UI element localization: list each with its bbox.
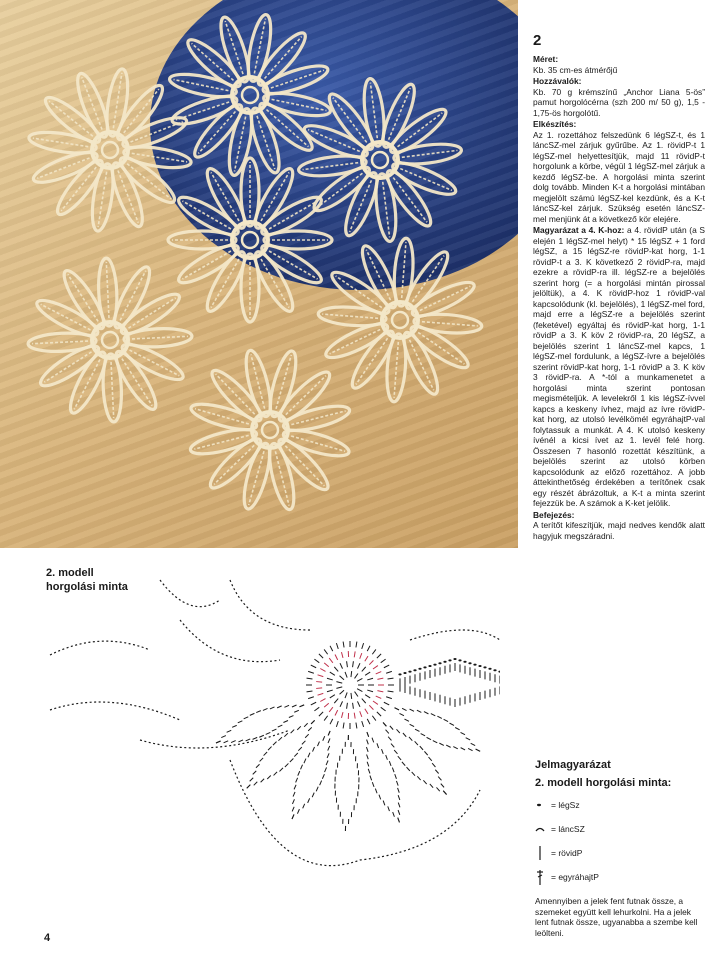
chart-chain-arcs xyxy=(50,580,310,748)
chart-stitch xyxy=(336,721,338,727)
chart-petal xyxy=(383,723,446,795)
explain-text: a 4. rövidP után (a S elején 1 légSZ-mel helyt) * 15 légSZ + 1 ford légSZ, a 15 légSZ-re rövidP-kat horg, 1-1 rövidP-t a 3. K következő 2 rövidP-ra, majd ezekre a rövidP-ra ill. légSZ-re a bejelölés szerint horg (= a horgolási mintán pirossal jelöltük), a 4. K rövidP-hoz 1 rövidP-val kapcsolódunk (kl. bejelölés), 1 légSZ-mel ford, majd erre a légSZ-re a bejelölés szerint (feketével) egyáltaj és rövidP-kat horg, 1-1 rövidP a 3. K köv 2 rövidP-ra, 20 légSZ, a bejelölés szerint 1 láncSZ-mel kapcs, 1 légSZ-mel fordulunk, a légSZ-ívre a bejelölés szerint rövidP-kat horg, 1-1 rövidP a 3. K köv 3 rövidP-ra. A *-tól a munkamenetet a horgolási minta szerint pontosan megismételjük. A levelekről 1 kis légSZ-ívvel kapcs a keskeny ívhez, majd az ívre rövidP-kat horg, az utolsó levélkömél egyráhajtP-val folytassuk a munkát. A 4. K utolsó keskeny ívénél a kicsi ívet az 1. levél felé horg. Összesen 7 hasonló rozettát készítünk, a bejelölés szerint az utolsó körben kapcsolódunk az előző rozettához. A jobb áttekinthetőség érdekében a terítőnek csak egy részét ábrázoltuk, a K-t a minta szerint fejezzük be. A számok a K-ket jelölik. xyxy=(533,225,705,508)
chart-stitch xyxy=(373,666,378,669)
chart-stitch xyxy=(362,643,364,649)
chart-stitch xyxy=(377,654,381,658)
doily-rosette xyxy=(28,258,193,423)
chart-stitch xyxy=(314,707,319,711)
chart-petal xyxy=(292,731,330,819)
chart-stitch xyxy=(365,656,368,661)
size-title: Méret: xyxy=(533,54,559,64)
explain-paragraph xyxy=(533,225,705,509)
making-text: Az 1. rozettához felszedünk 6 légSZ-t, és 1 láncSZ-mel zárjuk gyűrűbe. Az 1. rövidP-t 1 légSZ-mel helyettesítjük, majd 11 rövidP-t horgolunk a körbe, végül 1 légSZ-mel zárjuk a kezdő légSZ-be. A horgolási minta szerint dolg tovább. Minden K-t a horgolási mintában megjelölt számú légSZ-kel kezdünk, és a K-t láncSZ-kel zárjuk. Szükség esetén láncSZ-mel menjünk át a következő kör elejére. xyxy=(533,129,705,224)
chart-stitch xyxy=(369,660,373,664)
legend-row-chain xyxy=(535,796,705,814)
chart-stitch xyxy=(384,702,389,705)
doily-rosette xyxy=(28,68,193,233)
diagram-caption-line2: horgolási minta xyxy=(46,581,128,593)
chart-stitch xyxy=(376,672,382,674)
chart-stitch xyxy=(377,712,381,716)
chart-stitch xyxy=(327,678,333,680)
chart-stitch xyxy=(308,671,314,673)
chart-stitch xyxy=(360,711,362,717)
pattern-number: 2 xyxy=(533,32,542,49)
legend-label: = légSz xyxy=(551,800,580,810)
chart-stitch xyxy=(377,691,383,692)
legend xyxy=(535,758,705,938)
materials-text: Kb. 70 g krémszínű „Anchor Liana 5-ös” pamut horgolócérna (szh 200 m/ 50 g), 1,5 - 1,75-ös horgolótű. xyxy=(533,86,705,118)
chart-stitch xyxy=(335,710,338,715)
chart-stitch xyxy=(335,654,338,659)
chart-stitch xyxy=(319,712,323,716)
chart-stitch xyxy=(316,688,322,689)
finish-text: A terítőt kifeszítjük, majd nedves kendők alatt hagyjuk megszáradni. xyxy=(533,520,705,541)
chart-stitch xyxy=(324,716,328,721)
finish-title: Befejezés: xyxy=(533,509,575,520)
legend-label: = egyráhajtP xyxy=(551,872,599,882)
chart-petal xyxy=(247,720,315,788)
chart-stitch xyxy=(308,697,314,699)
chart-stitch xyxy=(357,689,362,692)
chart-stitch xyxy=(334,699,338,704)
chart-stitch xyxy=(340,663,342,668)
size-text: Kb. 35 cm-es átmérőjű xyxy=(533,64,618,75)
chart-stitch xyxy=(327,690,333,692)
chart-stitch xyxy=(354,651,355,657)
chart-stitch xyxy=(386,697,392,699)
chart-stitch xyxy=(353,661,354,667)
chart-stitch xyxy=(324,663,329,667)
chart-stitch xyxy=(345,672,347,678)
doily-photo xyxy=(0,0,518,548)
crochet-chart-icon xyxy=(30,560,500,930)
chart-stitch xyxy=(347,661,348,667)
chart-stitch xyxy=(365,695,370,698)
chart-stitch xyxy=(372,716,376,721)
chart-stitch xyxy=(311,702,316,705)
single-crochet-icon xyxy=(535,844,549,862)
chart-stitch xyxy=(357,701,359,706)
chart-stitch xyxy=(356,723,357,729)
chart-stitch xyxy=(330,646,333,651)
chart-stitch xyxy=(354,713,355,719)
chart-stitch xyxy=(330,719,333,724)
chart-petal xyxy=(216,705,304,743)
chain-stitch-icon xyxy=(535,796,549,814)
doily-rosette xyxy=(168,158,332,322)
chart-petal-right xyxy=(398,658,500,707)
legend-row-slip xyxy=(535,820,705,838)
chart-petal xyxy=(366,732,400,822)
explain-title: Magyarázat a 4. K-hoz: xyxy=(533,225,625,235)
chart-stitch xyxy=(365,709,368,714)
chart-stitch xyxy=(381,707,386,711)
chart-stitch xyxy=(353,703,354,709)
crochet-doily-photo-icon xyxy=(0,0,518,548)
chart-stitch xyxy=(357,663,359,668)
chart-stitch xyxy=(316,682,322,683)
chart-stitch xyxy=(336,682,342,683)
chart-stitch xyxy=(336,687,342,688)
chart-stitch xyxy=(334,667,338,672)
chart-stitch xyxy=(347,703,348,709)
chart-stitch xyxy=(311,665,316,668)
chart-stitch xyxy=(372,649,376,654)
chart-petal xyxy=(335,735,359,831)
chart-stitch xyxy=(384,665,389,668)
chart-stitch xyxy=(367,719,370,724)
chart-stitch xyxy=(343,642,344,648)
chart-stitch xyxy=(345,692,347,698)
chart-stitch xyxy=(318,693,324,695)
chart-stitch xyxy=(324,649,328,654)
chart-stitch xyxy=(367,678,373,680)
chart-stitch xyxy=(330,695,335,698)
chart-stitch xyxy=(324,703,329,707)
chart-stitch xyxy=(340,701,342,706)
chart-stitch xyxy=(320,699,325,702)
doily-rosette xyxy=(318,238,483,403)
slip-stitch-icon xyxy=(535,820,549,838)
chart-stitch xyxy=(373,701,378,704)
chart-stitch xyxy=(365,672,370,675)
chart-stitch xyxy=(388,691,394,692)
chart-stitch xyxy=(329,707,333,712)
chart-stitch xyxy=(330,672,335,675)
making-title: Elkészítés: xyxy=(533,119,577,129)
chart-stitch xyxy=(320,668,325,671)
chart-stitch xyxy=(377,678,383,679)
legend-label: = rövidP xyxy=(551,848,583,858)
chart-stitch xyxy=(341,712,343,718)
legend-note: Amennyiben a jelek fent futnak össze, a szemeket együtt kell lehurkolni. Ha a jelek lent futnak össze, ugyanabba a szembe kell leölteni. xyxy=(535,896,698,938)
chart-stitch xyxy=(351,693,352,699)
chart-stitch xyxy=(362,699,366,704)
chart-stitch xyxy=(355,673,358,678)
chart-stitch xyxy=(336,643,338,649)
chart-stitch xyxy=(357,678,362,681)
page-number: 4 xyxy=(44,932,51,944)
chart-stitch xyxy=(355,692,358,697)
chart-stitch xyxy=(318,675,324,677)
legend-label: = láncSZ xyxy=(551,824,585,834)
diagram-caption-line1: 2. modell xyxy=(46,567,94,579)
chart-stitch xyxy=(341,652,343,658)
pattern-instructions xyxy=(533,32,705,542)
chart-stitch xyxy=(340,676,344,680)
chart-stitch xyxy=(386,671,392,673)
chart-stitch xyxy=(381,659,386,663)
doily-rosette xyxy=(168,13,332,177)
chart-stitch xyxy=(340,690,344,694)
doily-rosette xyxy=(188,348,351,511)
chart-stitch xyxy=(369,705,373,709)
chart-stitch xyxy=(343,723,344,729)
chart-stitch xyxy=(314,659,319,663)
chart-petal xyxy=(395,708,481,752)
chart-stitch xyxy=(356,642,357,648)
chart-stitch xyxy=(376,696,382,698)
materials-title: Hozzávalók: xyxy=(533,76,582,86)
chart-stitch xyxy=(367,646,370,651)
double-crochet-icon xyxy=(535,868,549,886)
chart-stitch xyxy=(360,653,362,659)
chart-stitch xyxy=(351,671,352,677)
chart-stitch xyxy=(307,691,313,692)
legend-title: Jelmagyarázat xyxy=(535,759,611,771)
legend-row-single xyxy=(535,844,705,862)
chart-stitch xyxy=(362,667,366,672)
legend-subtitle: 2. modell horgolási minta: xyxy=(535,777,672,789)
chart-stitch xyxy=(319,654,323,658)
chart-stitch xyxy=(307,678,313,679)
chart-stitch xyxy=(362,721,364,727)
chart-stitch xyxy=(388,678,394,679)
chart-stitch xyxy=(367,690,373,692)
chart-stitch xyxy=(329,658,333,663)
legend-row-double xyxy=(535,868,705,886)
